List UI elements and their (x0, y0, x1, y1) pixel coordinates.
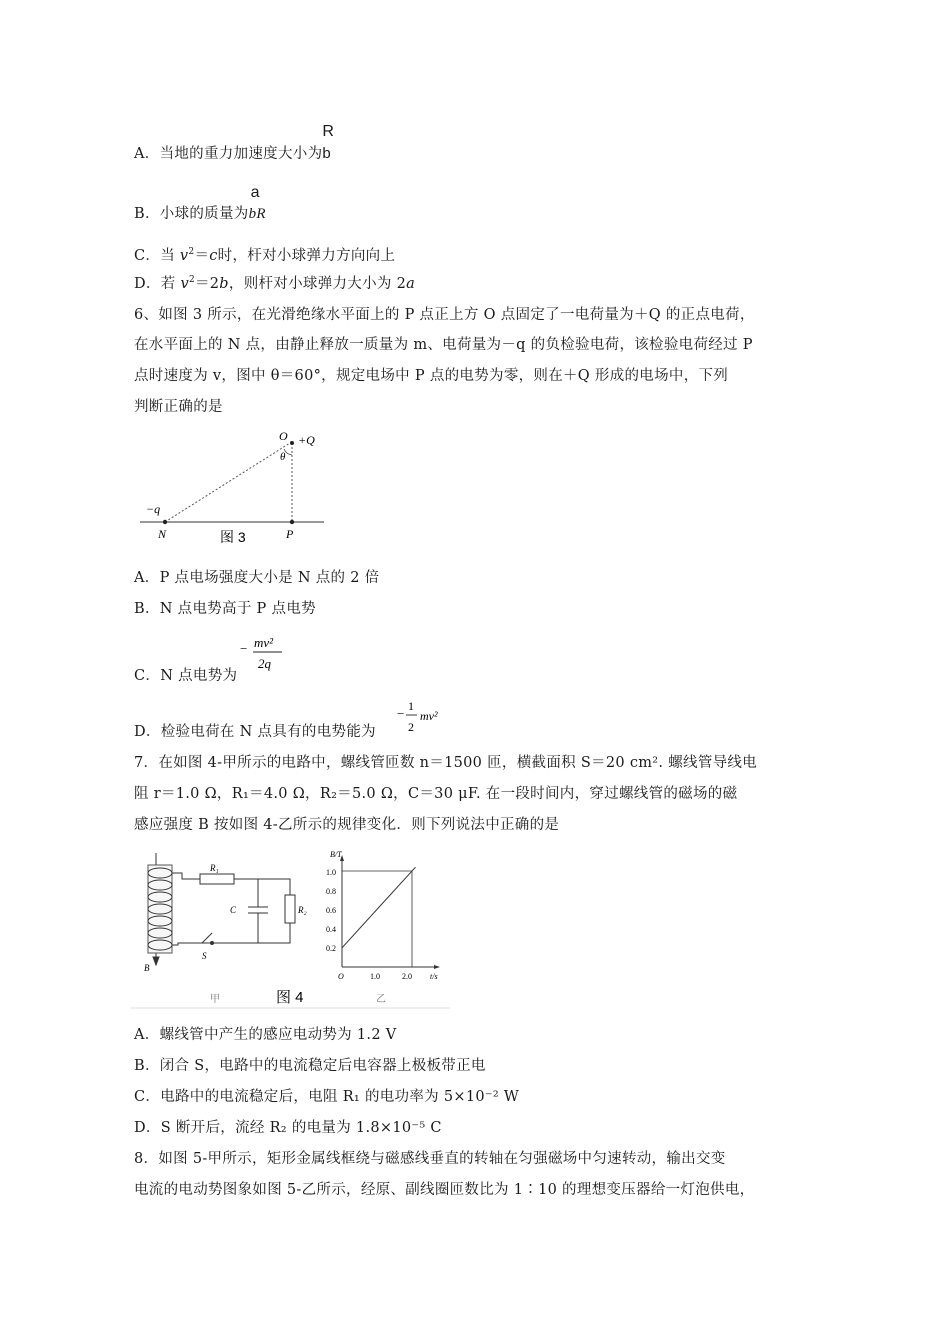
q5-option-b (134, 184, 283, 223)
q5-option-d-b: b (219, 276, 229, 292)
q6-option-c-fraction (238, 628, 308, 678)
q5-option-b-numerator: a (250, 184, 260, 201)
q5-option-a-denominator: b (322, 145, 332, 162)
q6-stem-line-1: 6、如图 3 所示，在光滑绝缘水平面上的 P 点正上方 O 点固定了一电荷量为＋Q 的正点电荷， (134, 307, 755, 323)
q5-option-c-v: v (179, 248, 189, 264)
q5-option-c-eq: ＝ (194, 248, 210, 264)
fig4-graph-xtick-2: 2.0 (402, 972, 412, 981)
fig3-label-o: O (279, 429, 288, 443)
fig4-label-c: C (230, 905, 237, 915)
q6-stem-line-3: 点时速度为 v，图中 θ＝60°，规定电场中 P 点的电势为零，则在＋Q 形成的电场中，下列 (134, 368, 729, 384)
q6-option-d-frac-tail: mv² (420, 709, 438, 723)
q8-stem-line-2: 电流的电动势图象如图 5-乙所示，经原、副线圈匝数比为 1∶10 的理想变压器给一灯泡供电， (134, 1182, 755, 1198)
q6-stem-line-4: 判断正确的是 (134, 399, 223, 415)
q5-option-c-pre: C．当 (134, 248, 180, 264)
q5-option-d-pre: D．若 (134, 276, 181, 292)
fig4-label-s: S (202, 951, 207, 961)
fig4-label-r1: R₁ (210, 863, 219, 873)
fig3-label-minus-q: −q (146, 502, 161, 516)
fig4-graph-ytick-2: 0.8 (326, 887, 336, 896)
q6-option-d-fraction (395, 695, 465, 741)
figure-4 (130, 845, 460, 1010)
q7-option-b: B．闭合 S，电路中的电流稳定后电容器上极板带正电 (134, 1058, 486, 1074)
q6-option-c-frac-sign: − (240, 641, 248, 656)
fig4-graph-ytick-3: 0.6 (326, 906, 336, 915)
q6-option-d (134, 720, 376, 741)
q7-stem-line-1: 7．在如图 4-甲所示的电路中，螺线管匝数 n＝1500 匝，横截面积 S＝20 cm². 螺线管导线电 (134, 755, 758, 771)
q6-option-c (134, 664, 237, 685)
q6-option-d-label: D．检验电荷在 N 点具有的电势能为 (134, 724, 376, 740)
fig3-label-theta: θ (280, 451, 286, 463)
q5-option-c (134, 244, 395, 265)
fig4-caption: 图 4 (276, 989, 304, 1006)
fig4-label-r2: R₂ (298, 905, 307, 915)
q5-option-b-label: B．小球的质量为 (134, 206, 249, 222)
q5-option-d-eq: ＝2 (194, 276, 220, 292)
fig4-label-jia: 甲 (210, 994, 220, 1005)
q5-option-a-label: A．当地的重力加速度大小为 (134, 146, 323, 162)
fig3-caption: 图 3 (220, 529, 246, 545)
fig4-graph-line (342, 867, 416, 948)
fig3-label-p: P (286, 527, 294, 541)
q8-stem-line-1: 8．如图 5-甲所示，矩形金属线框绕与磁感线垂直的转轴在匀强磁场中匀速转动，输出交变 (134, 1151, 726, 1167)
q5-option-b-denominator: bR (248, 206, 266, 222)
fig4-graph-ytick-5: 0.2 (326, 944, 336, 953)
fig3-label-n: N (158, 527, 167, 541)
fig4-circuit (148, 853, 295, 965)
q5-option-d-post: ，则杆对小球弹力大小为 2 (228, 276, 407, 292)
fig4-graph-ytick-1: 1.0 (326, 868, 336, 877)
q5-option-c-sq: 2 (188, 247, 195, 257)
q7-option-d: D．S 断开后，流经 R₂ 的电量为 1.8×10⁻⁵ C (134, 1120, 442, 1136)
q6-option-d-frac-sign: − (397, 706, 405, 721)
q6-option-c-frac-num: mv² (254, 635, 274, 650)
fig4-graph (326, 850, 440, 981)
q6-stem-line-2: 在水平面上的 N 点，由静止释放一质量为 m、电荷量为－q 的负检验电荷，该检验电荷经过 P (134, 337, 753, 353)
fig4-label-yi: 乙 (376, 994, 386, 1005)
q5-option-d-a: a (406, 276, 416, 292)
q5-option-a-numerator: R (322, 123, 335, 140)
q7-stem-line-2: 阻 r＝1.0 Ω，R₁＝4.0 Ω，R₂＝5.0 Ω，C＝30 μF. 在一段时间内，穿过螺线管的磁场的磁 (134, 786, 738, 802)
q6-option-b: B．N 点电势高于 P 点电势 (134, 601, 316, 617)
q5-option-d-sq: 2 (188, 275, 195, 285)
q6-option-d-frac-num: 1 (408, 699, 414, 713)
fig4-graph-xtick-1: 1.0 (370, 972, 380, 981)
fig4-graph-origin: O (338, 972, 344, 981)
fig3-label-plus-q: +Q (298, 433, 315, 447)
q5-option-c-post: 时，杆对小球弹力方向向上 (217, 248, 396, 264)
fig4-graph-yaxis-label: B/T (330, 850, 342, 859)
fig4-label-b: B (144, 963, 150, 973)
q5-option-c-c: c (209, 248, 218, 264)
q5-option-d-v: v (180, 276, 189, 292)
q5-option-d (134, 272, 415, 293)
q6-option-c-label: C．N 点电势为 (134, 668, 238, 684)
q6-option-a: A．P 点电场强度大小是 N 点的 2 倍 (134, 570, 380, 586)
q7-option-a: A．螺线管中产生的感应电动势为 1.2 V (134, 1027, 397, 1043)
fig4-graph-ytick-4: 0.4 (326, 925, 336, 934)
fig4-graph-xaxis-label: t/s (430, 972, 438, 981)
q6-option-c-frac-den: 2q (258, 656, 271, 671)
q5-option-a (134, 123, 340, 163)
figure-3 (138, 425, 328, 550)
q7-option-c: C．电路中的电流稳定后，电阻 R₁ 的电功率为 5×10⁻² W (134, 1089, 520, 1105)
q7-stem-line-3: 感应强度 B 按如图 4-乙所示的规律变化．则下列说法中正确的是 (134, 817, 560, 833)
q6-option-d-frac-den: 2 (408, 720, 414, 734)
